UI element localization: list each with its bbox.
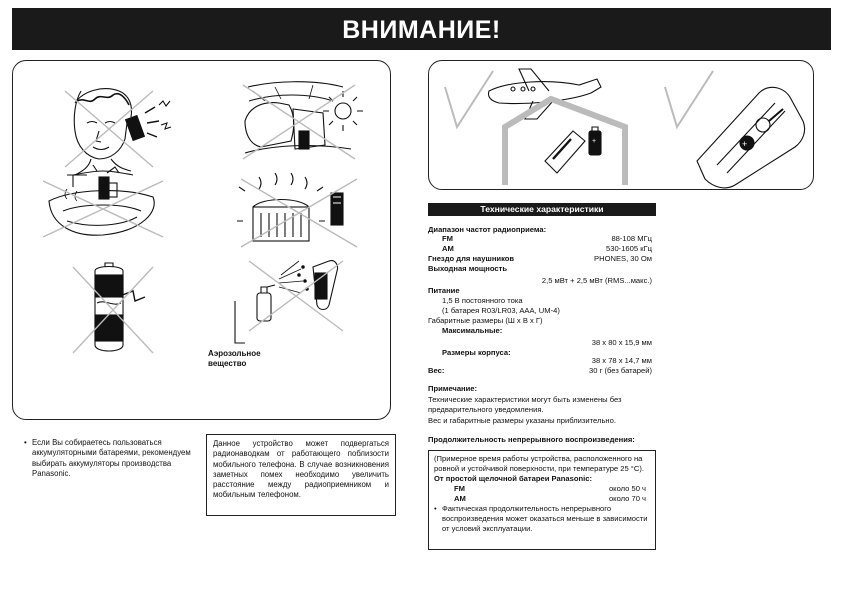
runtime-band: AM — [454, 494, 466, 503]
specs-title: Технические характеристики — [428, 203, 656, 216]
spec-row — [428, 244, 652, 254]
spec-row — [428, 316, 652, 326]
spec-label: (1 батарея R03/LR03, AAA, UM-4) — [442, 306, 560, 315]
spec-label: Размеры корпуса: — [442, 348, 511, 357]
spec-label: Гнездо для наушников — [428, 254, 515, 263]
warning-illustrations — [13, 61, 390, 419]
spec-value: 530-1605 кГц — [606, 244, 652, 253]
battery-warning-illustration — [95, 263, 145, 351]
warnings-panel — [12, 60, 391, 420]
spec-row — [428, 296, 652, 306]
spec-label: Максимальные: — [442, 326, 503, 335]
spec-label: FM — [442, 234, 453, 243]
runtime-note-text: Фактическая продолжительность непрерывного воспроизведения может оказаться меньше в зависимости от условий эксплуатации. — [442, 504, 648, 533]
mobile-phone-notice-text: Данное устройство может подвергаться радионаводкам от работающего поблизости мобильного телефона. В случае возникновения заметных помех необходимо увеличить расстояние между радиоприемником и мобильным телефоном. — [213, 439, 389, 500]
spec-row — [428, 338, 652, 348]
runtime-battery-title: От простой щелочной батареи Panasonic: — [434, 474, 592, 483]
bullet-mark: • — [24, 438, 27, 447]
spec-value: PHONES, 30 Ом — [594, 254, 652, 263]
check-mark-icon — [445, 71, 493, 127]
radio-battery-illustration — [545, 127, 601, 173]
spec-label: 1,5 В постоянного тока — [442, 296, 523, 305]
house-outline — [505, 99, 625, 185]
spec-row — [428, 286, 652, 296]
remark-title: Примечание: — [428, 384, 478, 393]
bullet-mark: • — [434, 504, 437, 513]
page-title: ВНИМАНИЕ! — [342, 16, 501, 44]
remark-line: Технические характеристики могут быть изменены без — [428, 394, 622, 404]
spec-label: Питание — [428, 286, 460, 295]
battery-recommendation-note — [24, 438, 194, 479]
runtime-note — [434, 504, 650, 534]
title-banner — [12, 8, 831, 50]
spec-label: Диапазон частот радиоприема: — [428, 225, 547, 234]
spec-value: 38 x 80 x 15,9 мм — [591, 338, 652, 347]
remark-section — [428, 384, 652, 426]
svg-text:+: + — [742, 139, 748, 149]
runtime-title: Продолжительность непрерывного воспроизведения: — [428, 435, 635, 444]
runtime-box — [428, 450, 656, 550]
runtime-row — [434, 484, 650, 494]
spec-label: Габаритные размеры (Ш x В x Г) — [428, 316, 543, 325]
runtime-intro: (Примерное время работы устройства, расположенного на ровной и устойчивой поверхности, при температуре 25 °C). — [434, 454, 644, 473]
spec-row — [428, 366, 652, 376]
spec-row — [428, 356, 652, 366]
spec-row — [428, 276, 652, 286]
svg-text:+: + — [592, 138, 597, 145]
aerosol-caption: Аэрозольное вещество — [208, 349, 261, 368]
prohibited-marks — [43, 85, 357, 353]
water-illustration — [49, 165, 154, 235]
spec-row — [428, 306, 652, 316]
loud-listening-illustration — [73, 89, 171, 175]
spec-row — [428, 254, 652, 264]
radio-compartment-illustration — [697, 87, 805, 188]
battery-install-panel — [428, 60, 814, 190]
remark-line: предварительного уведомления. — [428, 405, 544, 414]
spec-label: AM — [442, 244, 454, 253]
spec-value: 88-108 МГц — [611, 234, 652, 243]
runtime-row — [434, 494, 650, 504]
car-sun-illustration — [245, 82, 363, 153]
runtime-hours: около 50 ч — [608, 484, 646, 493]
runtime-band: FM — [454, 484, 465, 493]
spec-value: 30 г (без батарей) — [589, 366, 652, 375]
spec-value: 2,5 мВт + 2,5 мВт (RMS...макс.) — [541, 276, 652, 285]
spec-label: Вес: — [428, 366, 445, 375]
spec-row — [428, 234, 652, 244]
spec-row — [428, 326, 652, 336]
mobile-phone-notice — [206, 434, 396, 516]
remark-line: Вес и габаритные размеры указаны приблизительно. — [428, 415, 616, 425]
battery-recommendation-text: Если Вы собираетесь пользоваться аккумуляторными батареями, рекомендуем выбирать аккумуляторы производства Panasonic. — [32, 438, 191, 478]
runtime-hours: около 70 ч — [608, 494, 646, 503]
spec-label: Выходная мощность — [428, 264, 508, 273]
spec-value: 38 x 78 x 14,7 мм — [591, 356, 652, 365]
battery-install-illustrations — [429, 61, 813, 189]
spec-row — [428, 264, 652, 274]
check-mark-icon — [665, 71, 713, 127]
